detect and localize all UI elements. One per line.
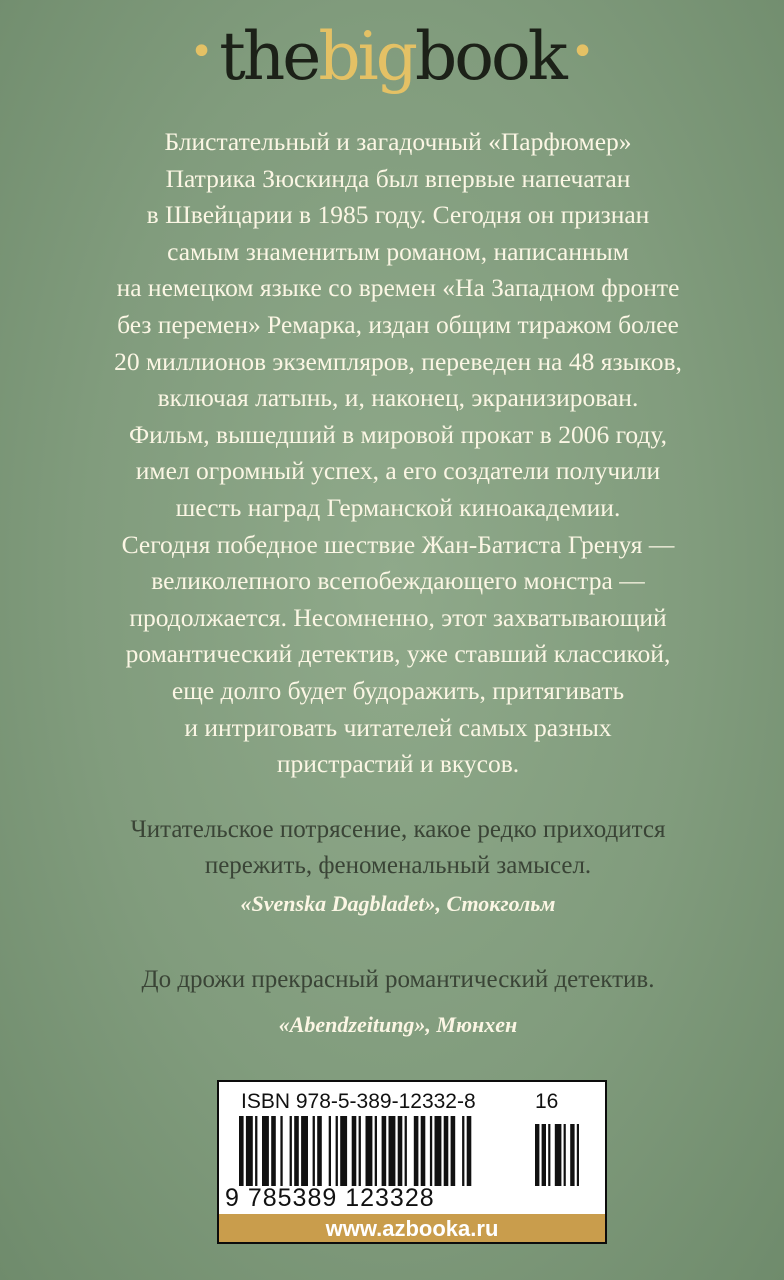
barcode-bar	[290, 1116, 292, 1186]
publisher-logo	[0, 12, 784, 97]
isbn-text: ISBN 978-5-389-12332-8	[241, 1090, 476, 1113]
blurb-line: на немецком языке со времен «На Западном фронте	[116, 273, 680, 303]
blurb-line: Блистательный и загадочный «Парфюмер»	[164, 127, 632, 156]
blurb-line: включая латынь, и, наконец, экранизирован.	[157, 383, 639, 413]
review-line: До дрожи прекрасный романтический детектив.	[141, 966, 655, 993]
blurb-line: Патрика Зюскинда был впервые напечатан	[165, 163, 631, 193]
barcode-bars	[239, 1116, 589, 1186]
barcode-bar	[262, 1116, 269, 1186]
barcode-bar	[421, 1116, 426, 1186]
barcode-addon-bar	[535, 1124, 539, 1186]
barcode-bar	[246, 1116, 253, 1186]
barcode-bar	[435, 1116, 442, 1186]
blurb-line: без перемен» Ремарка, издан общим тиражом более	[117, 309, 679, 339]
barcode-bar	[405, 1116, 407, 1186]
blurb-line: Сегодня победное шествие Жан-Батиста Гренуя —	[121, 529, 675, 559]
barcode-bar	[444, 1116, 449, 1186]
barcode-bar	[280, 1116, 282, 1186]
barcode-bar	[389, 1116, 396, 1186]
logo-book: book	[414, 18, 565, 95]
barcode-block	[217, 1080, 607, 1244]
blurb-line: имел огромный успех, а его создатели получили	[135, 456, 661, 486]
blurb-line: пристрастий и вкусов.	[276, 749, 520, 779]
barcode-bar	[329, 1116, 331, 1186]
barcode-addon-bar	[542, 1124, 546, 1186]
barcode-addon-bar	[555, 1124, 562, 1186]
logo-dot-left: •	[189, 29, 214, 75]
price-code: 16	[535, 1090, 559, 1113]
blurb-line: самым знаменитым романом, написанным	[167, 236, 629, 266]
review-line: Читательское потрясение, какое редко приходится	[130, 816, 666, 843]
barcode-bar	[336, 1116, 338, 1186]
blurb-line: еще долго будет будоражить, притягивать	[171, 675, 625, 705]
barcode-bar	[398, 1116, 403, 1186]
barcode-addon-bar	[548, 1124, 550, 1186]
barcode-bar	[430, 1116, 432, 1186]
blurb-line: Фильм, вышедший в мировой прокат в 2006 году,	[129, 419, 667, 449]
review-quote-1	[40, 812, 756, 884]
barcode-bar	[313, 1116, 315, 1186]
barcode-addon-bar	[564, 1124, 566, 1186]
blurb-line: романтический детектив, уже ставший классикой,	[125, 639, 671, 669]
barcode-bar	[467, 1116, 472, 1186]
blurb-line: и интриговать читателей самых разных	[184, 712, 612, 742]
barcode-bar	[352, 1116, 357, 1186]
barcode-addon-bar	[577, 1124, 579, 1186]
barcode-digits: 9 785389 123328	[225, 1184, 435, 1212]
blurb-line: продолжается. Несомненно, этот захватывающий	[129, 602, 667, 632]
barcode-bar	[294, 1116, 299, 1186]
barcode-bar	[301, 1116, 308, 1186]
barcode-bar	[414, 1116, 419, 1186]
logo-big: big	[318, 18, 415, 95]
barcode-bar	[382, 1116, 387, 1186]
blurb-line: шесть наград Германской киноакадемии.	[175, 492, 621, 522]
review-source-1: «Svenska Dagbladet», Стокгольм	[240, 891, 556, 916]
logo-the: the	[219, 18, 319, 95]
review-line: пережить, феноменальный замысел.	[204, 852, 592, 879]
barcode-bar	[451, 1116, 456, 1186]
book-blurb	[40, 124, 756, 783]
barcode-bar	[239, 1116, 244, 1186]
barcode-bar	[255, 1116, 257, 1186]
barcode-bar	[317, 1116, 322, 1186]
blurb-line: великолепного всепобеждающего монстра —	[151, 566, 645, 596]
review-source-2: «Abendzeitung», Мюнхен	[278, 1012, 518, 1037]
blurb-line: в Швейцарии в 1985 году. Сегодня он признан	[146, 200, 650, 230]
review-quote-2	[40, 962, 756, 998]
blurb-line: 20 миллионов экземпляров, переведен на 48 языков,	[114, 346, 682, 376]
logo-dot-right: •	[570, 29, 595, 75]
barcode-bar	[375, 1116, 377, 1186]
barcode-addon-bar	[570, 1124, 574, 1186]
barcode-bar	[462, 1116, 464, 1186]
barcode-bar	[366, 1116, 373, 1186]
barcode-bar	[340, 1116, 347, 1186]
barcode-bar	[359, 1116, 361, 1186]
publisher-url: www.azbooka.ru	[219, 1214, 605, 1244]
barcode-bar	[271, 1116, 276, 1186]
